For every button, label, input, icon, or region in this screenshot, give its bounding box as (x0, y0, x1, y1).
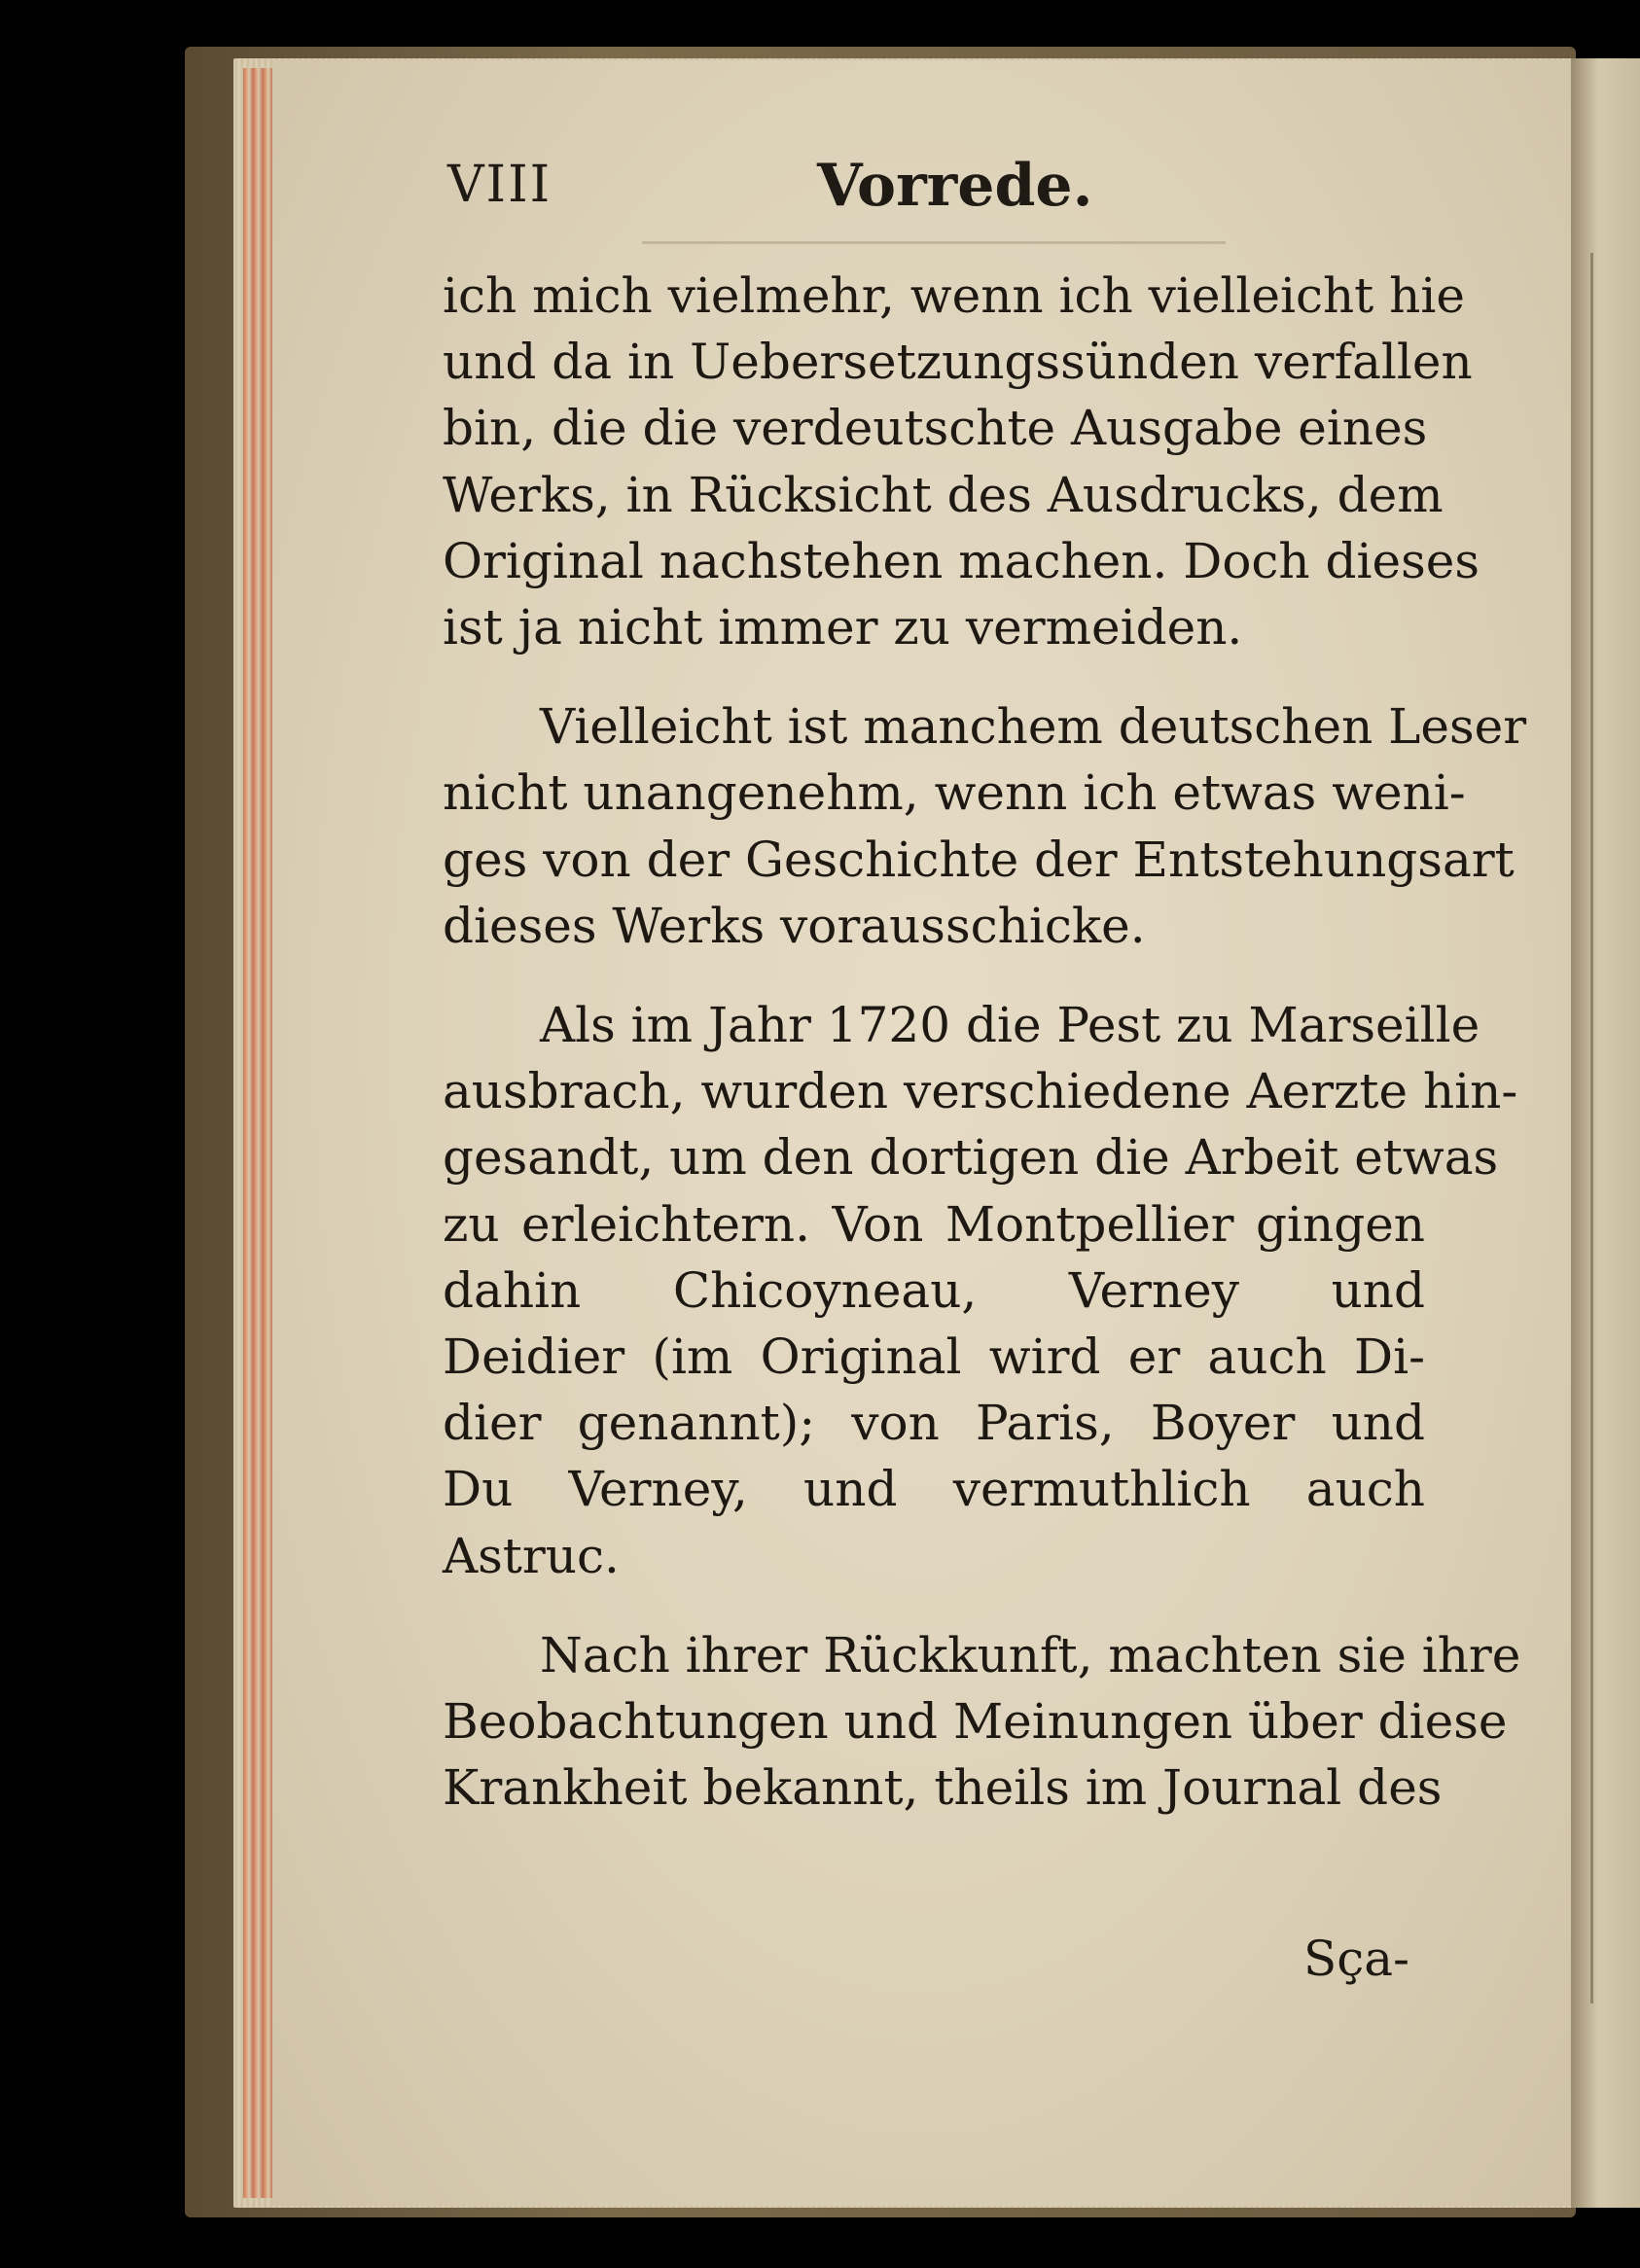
text-line: zu erleichtern. Von Montpellier gingen (443, 1195, 1425, 1253)
text-line: ausbrach, wurden verschiedene Aerzte hin- (443, 1063, 1518, 1120)
text-line: ist ja nicht immer zu vermeiden. (443, 599, 1243, 656)
text-line: Original nachstehen machen. Doch dieses (443, 532, 1480, 589)
paragraph (443, 1622, 1521, 1822)
text-line: Astruc. (443, 1527, 620, 1584)
red-page-edge (243, 68, 272, 2198)
gutter-line (1590, 253, 1593, 2003)
header-rule (642, 241, 1226, 244)
text-line: gesandt, um den dortigen die Arbeit etwas (443, 1129, 1499, 1187)
text-line: und da in Uebersetzungssünden verfallen (443, 334, 1473, 391)
catchword: Sça- (1303, 1931, 1409, 1987)
paragraph (443, 693, 1527, 959)
text-line: Als im Jahr 1720 die Pest zu Marseille (540, 997, 1480, 1054)
paragraph (443, 992, 1518, 1589)
text-line: Nach ihrer Rückkunft, machten sie ihre (540, 1626, 1521, 1683)
page-number: VIII (447, 156, 553, 214)
text-line: ich mich vielmehr, wenn ich vielleicht hie (443, 267, 1465, 324)
text-line: Du Verney, und vermuthlich auch (443, 1461, 1425, 1518)
text-line: Deidier (im Original wird er auch Di- (443, 1329, 1425, 1386)
text-line: dahin Chicoyneau, Verney und (443, 1261, 1425, 1319)
paragraph (443, 263, 1480, 660)
text-line: Krankheit bekannt, theils im Journal des (443, 1759, 1443, 1817)
facing-leaf (1571, 58, 1640, 2208)
page-header (447, 152, 1420, 233)
text-line: Werks, in Rücksicht des Ausdrucks, dem (443, 466, 1444, 523)
text-line: Vielleicht ist manchem deutschen Leser (540, 698, 1527, 756)
text-line: ges von der Geschichte der Entstehungsart (443, 831, 1515, 888)
text-line: bin, die die verdeutschte Ausgabe eines (443, 400, 1428, 457)
text-line: dier genannt); von Paris, Boyer und (443, 1395, 1425, 1452)
body-text (443, 263, 1527, 1821)
running-title: Vorrede. (817, 152, 1093, 220)
text-line: dieses Werks vorausschicke. (443, 897, 1146, 954)
text-line: Beobachtungen und Meinungen über diese (443, 1693, 1508, 1751)
text-line: nicht unangenehm, wenn ich etwas weni- (443, 764, 1466, 822)
